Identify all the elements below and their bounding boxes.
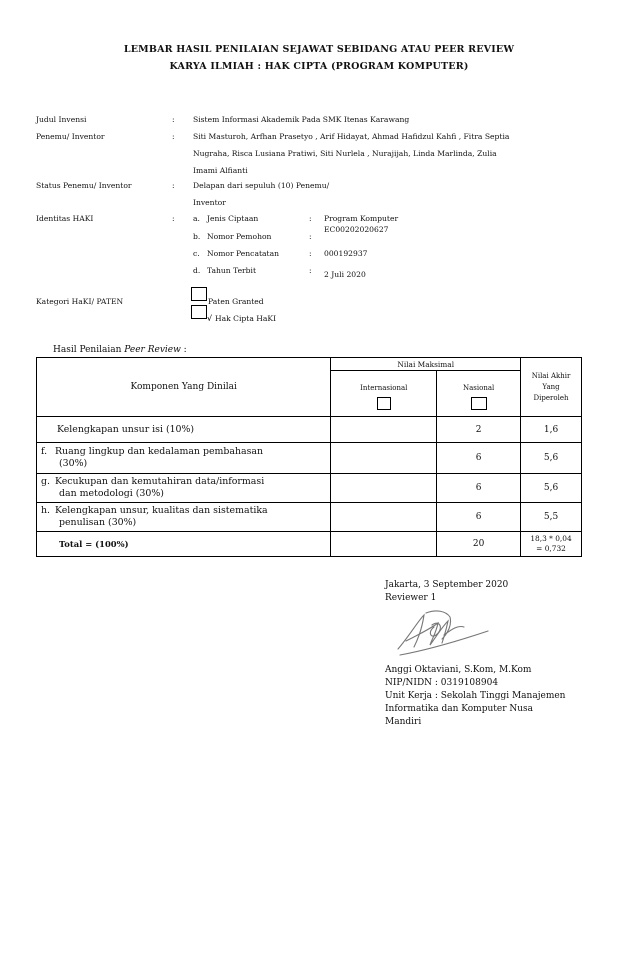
doc-title-line1: LEMBAR HASIL PENILAIAN SEJAWAT SEBIDANG ATAU PEER REVIEW bbox=[123, 44, 515, 55]
haki-a-letter: a. bbox=[193, 214, 200, 223]
haki-b-value: EC00202020627 bbox=[324, 225, 389, 234]
row-internasional bbox=[331, 443, 437, 474]
judul-value: Sistem Informasi Akademik Pada SMK Itenas Karawang bbox=[193, 115, 410, 124]
paten-granted-checkbox[interactable] bbox=[191, 287, 207, 301]
haki-d-colon: : bbox=[309, 266, 312, 275]
judul-colon: : bbox=[172, 115, 175, 124]
row-criterion bbox=[37, 474, 331, 503]
table-caption bbox=[53, 345, 187, 355]
signature-image bbox=[392, 605, 492, 661]
haki-d-label: Tahun Terbit bbox=[207, 266, 257, 275]
header-komponen bbox=[37, 358, 331, 417]
haki-d-letter: d. bbox=[193, 266, 201, 275]
header-komponen-text: Komponen Yang Dinilai bbox=[130, 382, 237, 392]
penemu-line1: Siti Masturoh, Arfhan Prasetyo , Arif Hidayat, Ahmad Hafidzul Kahfi , Fitra Septia bbox=[193, 132, 510, 141]
row-criterion bbox=[37, 417, 331, 443]
total-akhir-l1: 18,3 * 0,04 bbox=[530, 534, 572, 543]
row-f-line1: Ruang lingkup dan kedalaman pembahasan bbox=[55, 446, 264, 457]
identitas-label: Identitas HAKI bbox=[36, 214, 94, 223]
row-akhir: 5,6 bbox=[521, 443, 582, 474]
row-f-letter: f. bbox=[41, 446, 48, 457]
hak-cipta-label: Hak Cipta HaKI bbox=[215, 314, 277, 323]
row-f-line2: (30%) bbox=[59, 458, 88, 469]
total-akhir bbox=[521, 532, 582, 557]
row-akhir: 5,5 bbox=[521, 503, 582, 532]
row-criterion bbox=[37, 443, 331, 474]
status-line2: Inventor bbox=[193, 198, 226, 207]
row-h-line2: penulisan (30%) bbox=[59, 517, 137, 528]
row-g-letter: g. bbox=[41, 476, 50, 487]
internasional-text: Internasional bbox=[360, 383, 408, 392]
penemu-colon: : bbox=[172, 132, 175, 141]
haki-b-letter: b. bbox=[193, 232, 201, 241]
place-date: Jakarta, 3 September 2020 bbox=[385, 580, 509, 590]
penemu-label: Penemu/ Inventor bbox=[36, 132, 105, 141]
row-internasional bbox=[331, 503, 437, 532]
row-nasional: 6 bbox=[437, 474, 521, 503]
row-nasional: 6 bbox=[437, 443, 521, 474]
row-g-line1: Kecukupan dan kemutahiran data/informasi bbox=[55, 476, 265, 487]
header-akhir-l2: Yang bbox=[542, 382, 560, 391]
row-internasional bbox=[331, 474, 437, 503]
nasional-box[interactable] bbox=[471, 397, 487, 410]
penemu-line2: Nugraha, Risca Lusiana Pratiwi, Siti Nurlela , Nurajijah, Linda Marlinda, Zulia bbox=[193, 149, 497, 158]
row-internasional bbox=[331, 417, 437, 443]
internasional-box[interactable] bbox=[377, 397, 391, 410]
header-nasional bbox=[437, 371, 521, 417]
status-line1: Delapan dari sepuluh (10) Penemu/ bbox=[193, 181, 330, 190]
reviewer-name: Anggi Oktaviani, S.Kom, M.Kom bbox=[385, 665, 532, 675]
row-h-line1: Kelengkapan unsur, kualitas dan sistematika bbox=[55, 505, 268, 516]
row-akhir: 5,6 bbox=[521, 474, 582, 503]
caption-italic: Peer Review bbox=[124, 345, 181, 355]
hak-cipta-checkbox[interactable] bbox=[191, 305, 207, 319]
reviewer-unit-line2: Informatika dan Komputer Nusa bbox=[385, 704, 534, 714]
penemu-line3: Imami Alfianti bbox=[193, 166, 248, 175]
header-internasional bbox=[331, 371, 437, 417]
nasional-text: Nasional bbox=[462, 383, 495, 392]
table-row bbox=[37, 417, 582, 443]
row-akhir: 1,6 bbox=[521, 417, 582, 443]
haki-a-colon: : bbox=[309, 214, 312, 223]
judul-label: Judul Invensi bbox=[36, 115, 87, 124]
total-label: Total = (100%) bbox=[37, 532, 331, 557]
row-g-line2: dan metodologi (30%) bbox=[59, 488, 164, 499]
row-h-letter: h. bbox=[41, 505, 51, 516]
reviewer-unit-line1: Unit Kerja : Sekolah Tinggi Manajemen bbox=[385, 691, 566, 701]
status-colon: : bbox=[172, 181, 175, 190]
reviewer-nip: NIP/NIDN : 0319108904 bbox=[385, 678, 499, 688]
haki-b-colon: : bbox=[309, 232, 312, 241]
haki-a-value: Program Komputer bbox=[324, 214, 399, 223]
header-nilai-akhir bbox=[521, 358, 582, 417]
row-nasional: 2 bbox=[437, 417, 521, 443]
total-akhir-l2: = 0,732 bbox=[536, 544, 566, 553]
kategori-label: Kategori HaKI/ PATEN bbox=[36, 297, 124, 306]
assessment-table bbox=[36, 357, 582, 557]
row-nasional: 6 bbox=[437, 503, 521, 532]
table-total-row bbox=[37, 532, 582, 557]
header-akhir-l1: Nilai Akhir bbox=[531, 371, 571, 380]
header-nilai-maks: Nilai Maksimal bbox=[331, 358, 521, 371]
haki-c-colon: : bbox=[309, 249, 312, 258]
paten-granted-label: Paten Granted bbox=[208, 297, 264, 306]
caption-prefix: Hasil Penilaian bbox=[53, 345, 125, 355]
haki-c-value: 000192937 bbox=[324, 249, 368, 258]
total-nasional: 20 bbox=[437, 532, 521, 557]
haki-c-letter: c. bbox=[193, 249, 200, 258]
table-row bbox=[37, 503, 582, 532]
haki-b-label: Nomor Pemohon bbox=[207, 232, 272, 241]
table-row bbox=[37, 474, 582, 503]
reviewer-role: Reviewer 1 bbox=[385, 593, 437, 603]
row-criterion bbox=[37, 503, 331, 532]
identitas-colon: : bbox=[172, 214, 175, 223]
check-mark-icon: √ bbox=[207, 314, 212, 323]
haki-d-value: 2 Juli 2020 bbox=[324, 270, 366, 279]
table-row bbox=[37, 443, 582, 474]
haki-a-label: Jenis Ciptaan bbox=[207, 214, 259, 223]
row-e-text: Kelengkapan unsur isi (10%) bbox=[57, 423, 195, 435]
haki-c-label: Nomor Pencatatan bbox=[207, 249, 280, 258]
reviewer-unit-line3: Mandiri bbox=[385, 717, 422, 727]
total-internasional bbox=[331, 532, 437, 557]
caption-suffix: : bbox=[180, 345, 187, 355]
header-akhir-l3: Diperoleh bbox=[533, 393, 569, 402]
doc-title-line2: KARYA ILMIAH : HAK CIPTA (PROGRAM KOMPUTER) bbox=[169, 61, 469, 72]
status-label: Status Penemu/ Inventor bbox=[36, 181, 132, 190]
